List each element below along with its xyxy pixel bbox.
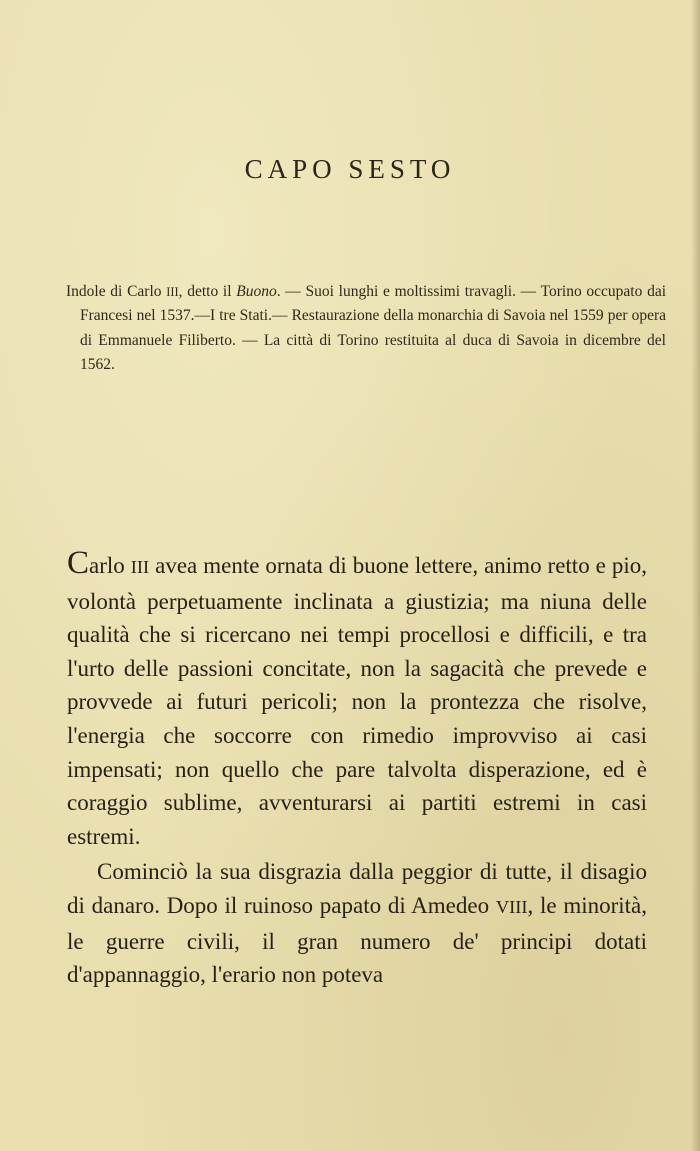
body-text (67, 547, 647, 992)
paragraph-2-text-b: , le minorità, le guerre civili, il gran numero de' principi dotati d'appannaggio, l'erario non poteva (67, 892, 647, 988)
summary-text-start: Indole di Carlo (66, 283, 167, 300)
drop-cap: C (67, 545, 90, 581)
paragraph-1-roman-numeral: III (130, 557, 150, 577)
paragraph-1 (67, 547, 647, 853)
paragraph-2 (67, 855, 647, 991)
paragraph-2-text-a: Cominciò la sua disgrazia dalla peggior di tutte, il disagio di danaro. Dopo il ruinoso papato di Amedeo (67, 859, 647, 918)
paragraph-1-text-a: arlo (89, 553, 131, 578)
summary-roman-numeral: III (166, 285, 179, 299)
paragraph-2-roman-numeral: VIII (495, 896, 528, 917)
summary-italic-buono: Buono (236, 283, 277, 300)
chapter-title: CAPO SESTO (244, 154, 456, 184)
chapter-summary (66, 280, 666, 378)
paragraph-1-text-b: avea mente ornata di buone lettere, animo retto e pio, volontà perpetuamente inclinata a giustizia; ma niuna delle qualità che si ricercano nei tempi procellosi e difficili, e tra l'urto delle passioni concitate, non la sagacità che prevede e provvede ai futuri pericoli; non la prontezza che risolve, l'energia che soccorre con rimedio improvviso ai casi impensati; non quello che pare talvolta disperazione, ed è coraggio sublime, avventurarsi ai partiti estremi in casi estremi. (67, 553, 648, 849)
summary-text-mid: , detto il (178, 283, 237, 300)
summary-text-end: . — Suoi lunghi e moltissimi travagli. — Torino occupato dai Francesi nel 1537.—I tre Stati.— Restaurazione della monarchia di Savoia nel 1559 per opera di Emmanuele Filiberto. — La città di Torino restituita al duca di Savoia in dicembre del 1562. (80, 283, 667, 374)
